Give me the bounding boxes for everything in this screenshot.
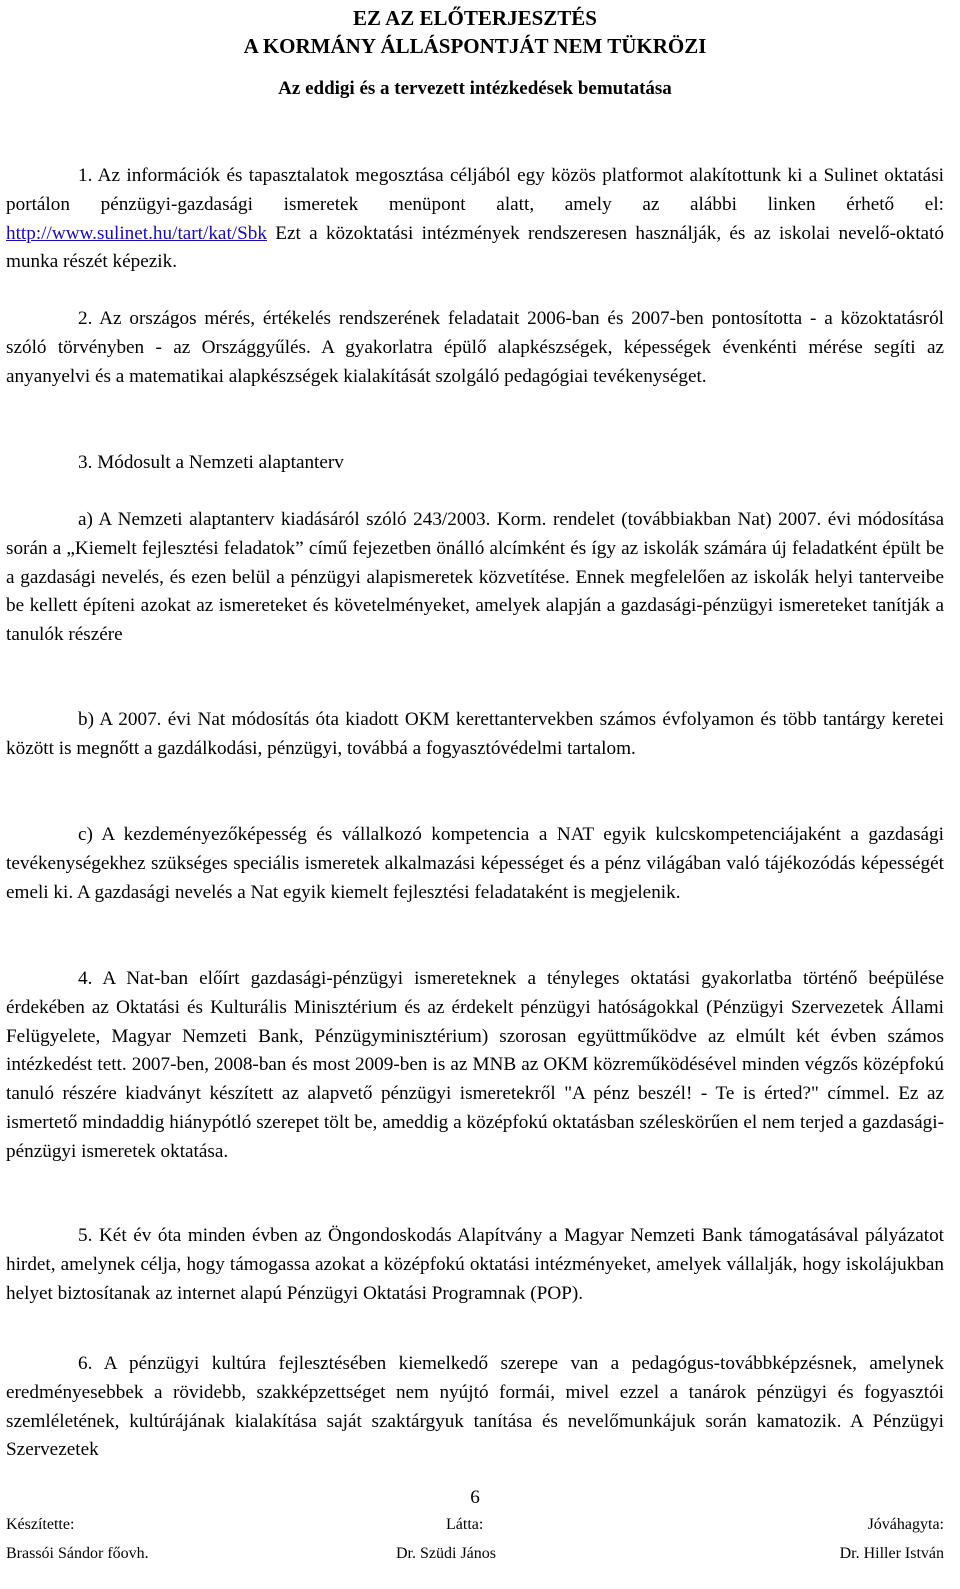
- sulinet-link[interactable]: http://www.sulinet.hu/tart/kat/Sbk: [6, 222, 267, 244]
- prepared-name: Brassói Sándor főovh.: [6, 1545, 149, 1562]
- paragraph-4: 4. A Nat-ban előírt gazdasági-pénzügyi ismereteknek a tényleges oktatási gyakorlatba történő beépülése érdekében az Oktatási és Kulturális Minisztérium és az érdekelt pénzügyi hatóságokkal (Pénzügyi Szervezetek Állami Felügyelete, Magyar Nemzeti Bank, Pénzügyminisztérium) szorosan együttműködve az elmúlt két évben számos intézkedést tett. 2007-ben, 2008-ban és most 2009-ben is az MNB az OKM közreműködésével minden végzős középfokú tanuló részére kiadványt készített az alapvető pénzügyi ismeretekről "A pénz beszél! - Te is érted?" címmel. Ez az ismertető mindaddig hiánypótló szerepet tölt be, ameddig a középfokú oktatásban széleskörűen el nem terjed a gazdasági-pénzügyi ismeretek oktatása.: [6, 968, 944, 1162]
- approved-name: Dr. Hiller István: [839, 1545, 944, 1562]
- header-line-1: EZ AZ ELŐTERJESZTÉS: [353, 6, 597, 30]
- seen-name: Dr. Szüdi János: [396, 1545, 496, 1562]
- paragraph-1: [6, 162, 944, 277]
- paragraph-1-text-b: Ezt a közoktatási intézmények rendszeresen használják, és az iskolai nevelő-oktató munka részét képezik.: [6, 222, 944, 273]
- footer-names-row: [6, 1545, 944, 1573]
- prepared-label: Készítette:: [6, 1516, 75, 1533]
- document-subtitle: Az eddigi és a tervezett intézkedések bemutatása: [278, 78, 672, 99]
- paragraph-6: 6. A pénzügyi kultúra fejlesztésében kiemelkedő szerepe van a pedagógus-továbbképzésnek, amelynek eredményesebbek a rövidebb, szakképzettséget nem nyújtó formái, mivel ezzel a tanárok pénzügyi és fogyasztói szemléletének, kultúrájának kialakítása saját szaktárgyuk tanítása és nevelőmunkájuk során kamatozik. A Pénzügyi Szervezetek: [6, 1353, 944, 1461]
- seen-label: Látta:: [446, 1516, 484, 1533]
- header-line-2: A KORMÁNY ÁLLÁSPONTJÁT NEM TÜKRÖZI: [243, 34, 707, 58]
- paragraph-1-text-a: 1. Az információk és tapasztalatok megosztása céljából egy közös platformot alakítottunk ki a Sulinet oktatási portálon pénzügyi-gazdasági ismeretek menüpont alatt, amely az alábbi linken érhető el:: [6, 165, 944, 215]
- paragraph-3a: a) A Nemzeti alaptanterv kiadásáról szóló 243/2003. Korm. rendelet (továbbiakban Nat) 2007. évi módosítása során a „Kiemelt fejlesztési feladatok” című fejezetben önálló alcímként és így az iskolák számára új feladatként épült be a gazdasági nevelés, és ezen belül a pénzügyi alapismeretek közvetítése. Ennek megfelelően az iskolák helyi tanterveibe be kellett építeni azokat az ismereteket és követelményeket, amelyek alapján a gazdasági-pénzügyi ismereteket tanítják a tanulók részére: [6, 509, 944, 646]
- page-number: 6: [470, 1487, 480, 1508]
- footer-labels-row: [6, 1516, 944, 1544]
- paragraph-5: 5. Két év óta minden évben az Öngondoskodás Alapítvány a Magyar Nemzeti Bank támogatásával pályázatot hirdet, amelynek célja, hogy támogassa azokat a középfokú oktatási intézményeket, amelyek vállalják, hogy iskolájukban helyet biztosítanak az internet alapú Pénzügyi Oktatási Programnak (POP).: [6, 1225, 944, 1304]
- paragraph-2: 2. Az országos mérés, értékelés rendszerének feladatait 2006-ban és 2007-ben pontosította - a közoktatásról szóló törvényben - az Országgyűlés. A gyakorlatra épülő alapkészségek, képességek évenkénti mérése segíti az anyanyelvi és a matematikai alapkészségek kialakítását szolgáló pedagógiai tevékenységet.: [6, 308, 944, 387]
- paragraph-3c: c) A kezdeményezőképesség és vállalkozó kompetencia a NAT egyik kulcskompetenciájaként a gazdasági tevékenységekhez szükséges speciális ismeretek alkalmazási képességet és a pénz világában való tájékozódás képességét emeli ki. A gazdasági nevelés a Nat egyik kiemelt fejlesztési feladataként is megjelenik.: [6, 824, 944, 903]
- approved-label: Jóváhagyta:: [867, 1516, 944, 1533]
- paragraph-3b: b) A 2007. évi Nat módosítás óta kiadott OKM kerettantervekben számos évfolyamon és több tantárgy keretei között is megnőtt a gazdálkodási, pénzügyi, továbbá a fogyasztóvédelmi tartalom.: [6, 709, 944, 759]
- paragraph-3-heading: 3. Módosult a Nemzeti alaptanterv: [78, 452, 344, 473]
